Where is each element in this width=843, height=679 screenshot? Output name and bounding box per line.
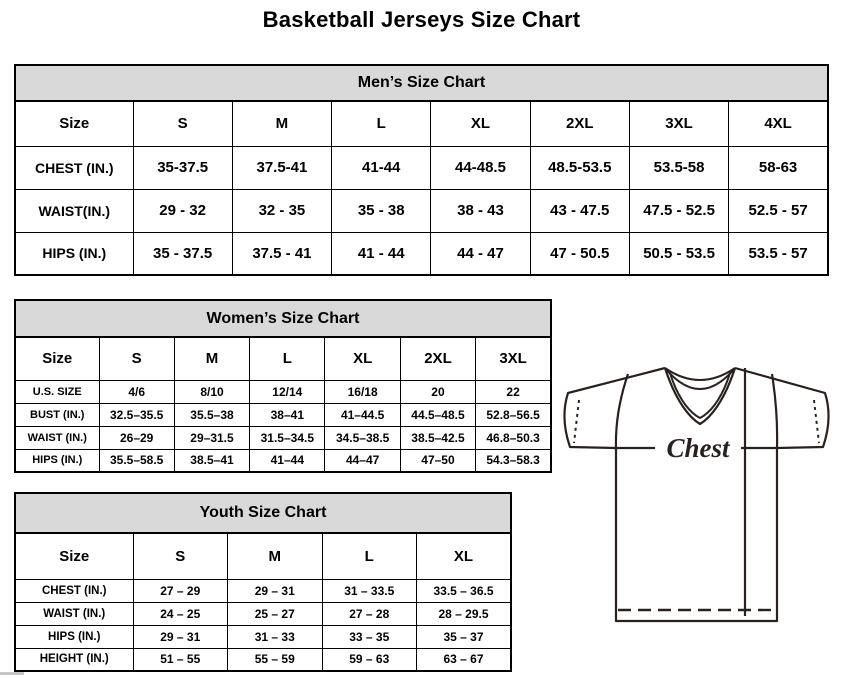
size-value: 47–50	[400, 449, 475, 472]
size-value: 44–47	[325, 449, 400, 472]
size-value: 47.5 - 52.5	[629, 189, 728, 232]
row-label: BUST (IN.)	[15, 403, 99, 426]
table-row	[15, 579, 511, 602]
jersey-outline	[564, 368, 828, 621]
column-header: 3XL	[629, 101, 728, 146]
right-sleeve-stitch-line	[814, 400, 819, 443]
size-value: 35 - 38	[332, 189, 431, 232]
size-value: 53.5-58	[629, 146, 728, 189]
size-value: 4/6	[99, 380, 174, 403]
column-header: M	[232, 101, 331, 146]
table-header-row	[15, 337, 551, 380]
column-header: S	[133, 101, 232, 146]
size-value: 27 – 29	[133, 579, 228, 602]
mens-table-title: Men’s Size Chart	[15, 65, 828, 101]
column-header: XL	[417, 533, 512, 579]
column-header: S	[133, 533, 228, 579]
jersey-diagram	[558, 360, 834, 624]
column-header: 4XL	[729, 101, 828, 146]
size-value: 31 – 33	[228, 625, 323, 648]
table-title-row	[15, 65, 828, 101]
left-armhole-seam	[616, 374, 628, 448]
size-value: 38.5–41	[174, 449, 249, 472]
size-value: 20	[400, 380, 475, 403]
column-header: S	[99, 337, 174, 380]
size-value: 38 - 43	[431, 189, 530, 232]
mens-size-table	[14, 64, 829, 276]
table-row	[15, 380, 551, 403]
row-label: WAIST(IN.)	[15, 189, 133, 232]
row-label: WAIST (IN.)	[15, 602, 133, 625]
size-value: 38–41	[250, 403, 325, 426]
size-value: 12/14	[250, 380, 325, 403]
column-header: M	[228, 533, 323, 579]
size-value: 29 – 31	[133, 625, 228, 648]
size-value: 24 – 25	[133, 602, 228, 625]
column-header: Size	[15, 533, 133, 579]
size-value: 8/10	[174, 380, 249, 403]
size-value: 25 – 27	[228, 602, 323, 625]
size-value: 51 – 55	[133, 648, 228, 671]
size-value: 33.5 – 36.5	[417, 579, 512, 602]
size-value: 48.5-53.5	[530, 146, 629, 189]
size-value: 55 – 59	[228, 648, 323, 671]
column-header: L	[250, 337, 325, 380]
size-value: 47 - 50.5	[530, 232, 629, 275]
size-value: 32.5–35.5	[99, 403, 174, 426]
table-row	[15, 449, 551, 472]
page-title: Basketball Jerseys Size Chart	[262, 7, 581, 32]
column-header: 3XL	[476, 337, 551, 380]
size-value: 35 - 37.5	[133, 232, 232, 275]
size-value: 53.5 - 57	[729, 232, 828, 275]
table-row	[15, 602, 511, 625]
table-row	[15, 232, 828, 275]
table-row	[15, 426, 551, 449]
size-value: 63 – 67	[417, 648, 512, 671]
womens-table-title: Women’s Size Chart	[15, 300, 551, 337]
youth-size-table	[14, 492, 512, 672]
table-row	[15, 189, 828, 232]
size-value: 29 – 31	[228, 579, 323, 602]
size-value: 31.5–34.5	[250, 426, 325, 449]
column-header: Size	[15, 337, 99, 380]
column-header: XL	[325, 337, 400, 380]
column-header: M	[174, 337, 249, 380]
size-value: 44-48.5	[431, 146, 530, 189]
womens-size-table	[14, 299, 552, 473]
size-value: 22	[476, 380, 551, 403]
row-label: HIPS (IN.)	[15, 449, 99, 472]
size-value: 59 – 63	[322, 648, 417, 671]
corner-strip	[0, 672, 24, 675]
size-value: 41–44	[250, 449, 325, 472]
size-value: 37.5-41	[232, 146, 331, 189]
column-header: XL	[431, 101, 530, 146]
youth-table-title: Youth Size Chart	[15, 493, 511, 533]
row-label: HIPS (IN.)	[15, 232, 133, 275]
size-value: 32 - 35	[232, 189, 331, 232]
table-row	[15, 403, 551, 426]
size-value: 50.5 - 53.5	[629, 232, 728, 275]
size-value: 29 - 32	[133, 189, 232, 232]
size-value: 29–31.5	[174, 426, 249, 449]
size-value: 54.3–58.3	[476, 449, 551, 472]
row-label: CHEST (IN.)	[15, 146, 133, 189]
table-header-row	[15, 101, 828, 146]
size-value: 27 – 28	[322, 602, 417, 625]
size-value: 38.5–42.5	[400, 426, 475, 449]
size-value: 52.5 - 57	[729, 189, 828, 232]
size-value: 34.5–38.5	[325, 426, 400, 449]
collar-outer-v	[665, 368, 735, 424]
size-value: 43 - 47.5	[530, 189, 629, 232]
right-armhole-seam	[772, 374, 777, 448]
row-label: WAIST (IN.)	[15, 426, 99, 449]
size-value: 41-44	[332, 146, 431, 189]
left-sleeve-stitch-line	[574, 400, 579, 443]
size-value: 41–44.5	[325, 403, 400, 426]
size-value: 31 – 33.5	[322, 579, 417, 602]
column-header: L	[322, 533, 417, 579]
size-value: 44 - 47	[431, 232, 530, 275]
row-label: CHEST (IN.)	[15, 579, 133, 602]
size-value: 33 – 35	[322, 625, 417, 648]
size-value: 16/18	[325, 380, 400, 403]
size-value: 44.5–48.5	[400, 403, 475, 426]
table-title-row	[15, 493, 511, 533]
row-label: HIPS (IN.)	[15, 625, 133, 648]
row-label: HEIGHT (IN.)	[15, 648, 133, 671]
table-row	[15, 648, 511, 671]
table-header-row	[15, 533, 511, 579]
size-value: 35.5–38	[174, 403, 249, 426]
column-header: 2XL	[400, 337, 475, 380]
size-value: 35-37.5	[133, 146, 232, 189]
size-value: 35.5–58.5	[99, 449, 174, 472]
size-value: 35 – 37	[417, 625, 512, 648]
chest-label: Chest	[666, 433, 730, 463]
column-header: 2XL	[530, 101, 629, 146]
table-row	[15, 625, 511, 648]
column-header: Size	[15, 101, 133, 146]
size-value: 46.8–50.3	[476, 426, 551, 449]
size-value: 37.5 - 41	[232, 232, 331, 275]
row-label: U.S. SIZE	[15, 380, 99, 403]
size-value: 41 - 44	[332, 232, 431, 275]
column-header: L	[332, 101, 431, 146]
table-title-row	[15, 300, 551, 337]
table-row	[15, 146, 828, 189]
size-value: 28 – 29.5	[417, 602, 512, 625]
size-value: 26–29	[99, 426, 174, 449]
size-value: 52.8–56.5	[476, 403, 551, 426]
size-value: 58-63	[729, 146, 828, 189]
